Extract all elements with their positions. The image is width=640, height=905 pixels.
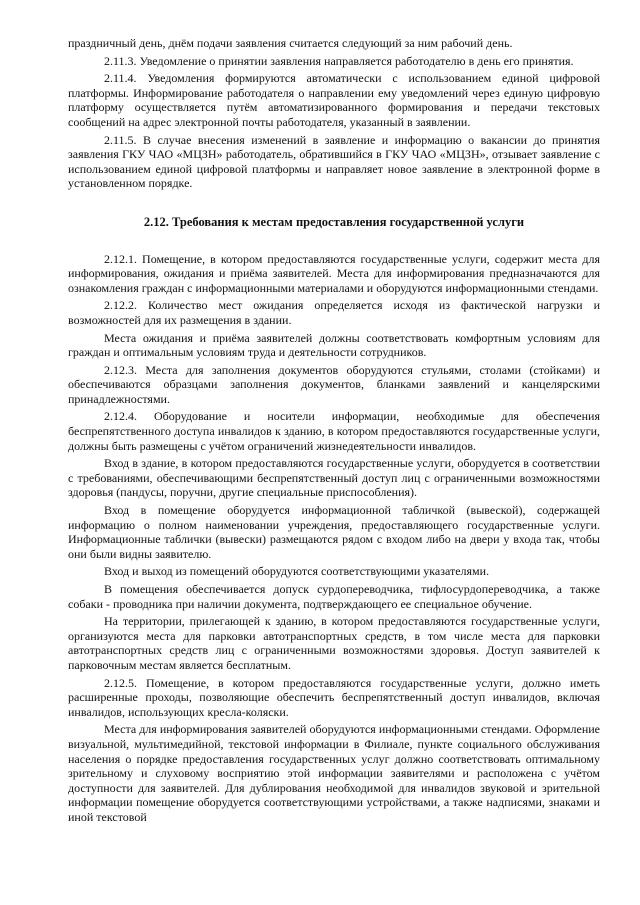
paragraph: Места ожидания и приёма заявителей должны соответствовать комфортным условиям для граждан и оптимальным условиям труда и деятельности сотрудников. — [68, 330, 600, 360]
paragraph: Места для информирования заявителей оборудуются информационными стендами. Оформление визуальной, мультимедийной, текстовой информации в Филиале, пункте социального обслуживания населения о порядке предоставления государственных услуг должно соответствовать оптимальному зрительному и слуховому восприятию этой информации заявителями и расположена с учётом доступности для заявителей. Для дублирования необходимой для инвалидов звуковой и зрительной информации помещение оборудуется соответствующими устройствами, а также надписями, знаками и иной текстовой — [68, 722, 600, 824]
section-heading: 2.12. Требования к местам предоставления государственной услуги — [143, 214, 525, 229]
paragraph: 2.12.1. Помещение, в котором предоставляются государственные услуги, содержит места для информирования, ожидания и приёма заявителей. Места для информирования предназначаются для ознакомления граждан с информационными материалами и оборудуются информационными стендами. — [68, 251, 600, 295]
paragraph: Вход и выход из помещений оборудуются соответствующими указателями. — [104, 564, 490, 579]
paragraph: Вход в помещение оборудуется информационной табличкой (вывеской), содержащей информацию о полном наименовании учреждения, предоставляющего государственные услуги. Информационные таблички (вывески) размещаются рядом с входом либо на двери у входа так, чтобы они были видны заявителю. — [68, 503, 600, 561]
paragraph: 2.11.4. Уведомления формируются автоматически с использованием единой цифровой платформы. Информирование работодателя о направлении ему уведомлений через единую цифровую платформу осуществляется путём автоматизированного формирования и передачи текстовых сообщений на адрес электронной почты работодателя, указанный в заявлении. — [68, 71, 600, 129]
paragraph: На территории, прилегающей к зданию, в котором предоставляются государственные услуги, организуются места для парковки автотранспортных средств, в том числе места для парковки автотранспортных средств лиц с ограниченными возможностями здоровья. Доступ заявителей к парковочным местам является бесплатным. — [68, 614, 600, 672]
paragraph: 2.12.2. Количество мест ожидания определяется исходя из фактической нагрузки и возможностей для их размещения в здании. — [68, 298, 600, 327]
paragraph: 2.12.5. Помещение, в котором предоставляются государственные услуги, должно иметь расширенные проходы, позволяющие обеспечить беспрепятственный доступ инвалидов, включая инвалидов, использующих кресла-коляски. — [68, 675, 600, 719]
paragraph: праздничный день, днём подачи заявления считается следующий за ним рабочий день. — [68, 36, 513, 50]
paragraph: 2.11.3. Уведомление о принятии заявления направляется работодателю в день его принятия. — [104, 53, 574, 68]
paragraph: 2.12.4. Оборудование и носители информации, необходимые для обеспечения беспрепятственного доступа инвалидов к зданию, в котором предоставляются государственные услуги, должны быть размещены с учётом ограничений жизнедеятельности инвалидов. — [68, 409, 600, 453]
paragraph: 2.11.5. В случае внесения изменений в заявление и информацию о вакансии до принятия заявления ГКУ ЧАО «МЦЗН» работодатель, обратившийся в ГКУ ЧАО «МЦЗН», отзывает заявление с использованием единой цифровой платформы и направляет новое заявление в электронной форме в установленном порядке. — [68, 132, 600, 191]
paragraph: Вход в здание, в котором предоставляются государственные услуги, оборудуется в соответствии с требованиями, обеспечивающими беспрепятственный доступ лиц с ограниченными возможностями здоровья (пандусы, поручни, другие специальные приспособления). — [68, 456, 600, 500]
paragraph: 2.12.3. Места для заполнения документов оборудуются стульями, столами (стойками) и обеспечиваются образцами заполнения документов, бланками заявлений и канцелярскими принадлежностями. — [68, 362, 600, 406]
paragraph: В помещения обеспечивается допуск сурдопереводчика, тифлосурдопереводчика, а также собаки - проводника при наличии документа, подтверждающего ее специальное обучение. — [68, 582, 600, 611]
